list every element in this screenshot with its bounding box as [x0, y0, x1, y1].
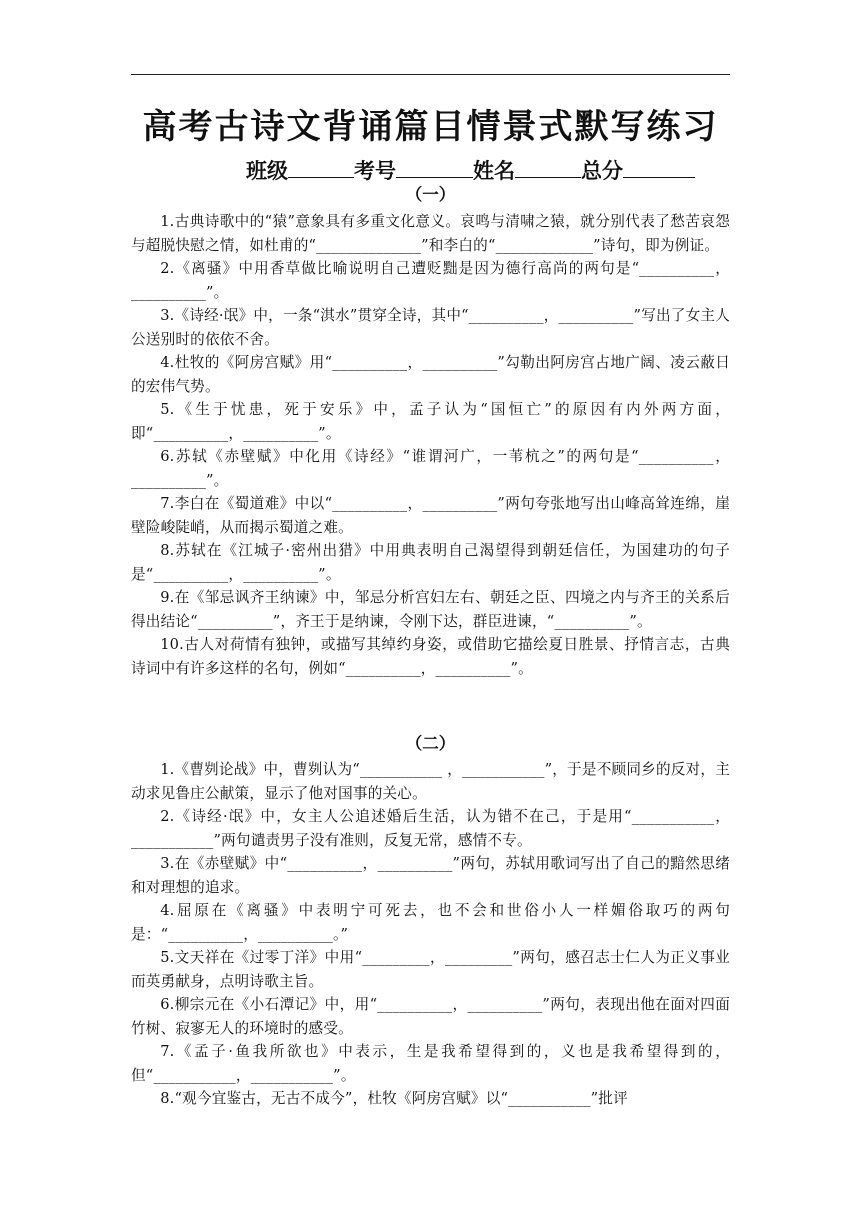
question-item: 6.苏轼《赤壁赋》中化用《诗经》“谁谓河广，一苇杭之”的两句是“__________，__________”。 [131, 448, 730, 489]
question-item: 8.苏轼在《江城子·密州出猎》中用典表明自己渴望得到朝廷信任，为国建功的句子是“__________，__________”。 [131, 542, 730, 583]
name-blank[interactable] [515, 155, 581, 178]
exam-number-blank[interactable] [396, 155, 473, 178]
score-label: 总分 [581, 159, 623, 183]
question-item: 3.《诗经·氓》中，一条“淇水”贯穿全诗，其中“__________，__________”写出了女主人公送别时的依依不舍。 [131, 307, 730, 348]
question-item: 5.《生于忧患，死于安乐》中，孟子认为“国恒亡”的原因有内外两方面，即“__________，__________”。 [131, 401, 730, 442]
header-rule [131, 74, 730, 75]
name-label: 姓名 [473, 159, 515, 183]
question-item: 1.《曹刿论战》中，曹刿认为“___________ ，___________”，于是不顾同乡的反对，主动求见鲁庄公献策，显示了他对国事的关心。 [131, 761, 730, 802]
student-info-line [246, 155, 726, 186]
section-heading-1: （一） [405, 185, 456, 204]
question-item: 2.《诗经·氓》中，女主人公追述婚后生活，认为错不在己，于是用“___________，___________”两句谴责男子没有准则，反复无常，感情不专。 [131, 808, 730, 849]
question-item: 7.李白在《蜀道难》中以“__________，__________”两句夸张地写出山峰高耸连绵，崖壁险峻陡峭，从而揭示蜀道之难。 [131, 495, 730, 536]
class-blank[interactable] [288, 155, 354, 178]
section-heading-2: （二） [405, 734, 456, 753]
section-1-questions [131, 210, 730, 680]
question-item: 4.屈原在《离骚》中表明宁可死去，也不会和世俗小人一样媚俗取巧的两句是：“__________，__________。” [131, 902, 730, 943]
question-item: 10.古人对荷情有独钟，或描写其绰约身姿，或借助它描绘夏日胜景、抒情言志，古典诗词中有许多这样的名句，例如“__________，__________”。 [131, 636, 730, 677]
question-item: 8.“观今宜鉴古，无古不成今”，杜牧《阿房宫赋》以“___________”批评 [160, 1090, 628, 1107]
question-item: 1.古典诗歌中的“猿”意象具有多重文化意义。哀鸣与清啸之猿，就分别代表了愁苦哀怨与超脱快慰之情，如杜甫的“______________”和李白的“_____________”诗句，即为例证。 [131, 213, 730, 254]
question-item: 7.《孟子·鱼我所欲也》中表示，生是我希望得到的，义也是我希望得到的，但“___________，___________”。 [131, 1043, 730, 1084]
page-title: 高考古诗文背诵篇目情景式默写练习 [142, 107, 719, 147]
question-item: 3.在《赤壁赋》中“__________，__________”两句，苏轼用歌词写出了自己的黯然思绪和对理想的追求。 [131, 855, 730, 896]
question-item: 2.《离骚》中用香草做比喻说明自己遭贬黜是因为德行高尚的两句是“__________，__________”。 [131, 260, 730, 301]
exam-number-label: 考号 [354, 159, 396, 183]
question-item: 6.柳宗元在《小石潭记》中，用“__________，__________”两句，表现出他在面对四面竹树、寂寥无人的环境时的感受。 [131, 996, 730, 1037]
question-item: 4.杜牧的《阿房宫赋》用“__________，__________”勾勒出阿房宫占地广阔、凌云蔽日的宏伟气势。 [131, 354, 730, 395]
section-2-questions [131, 758, 730, 1111]
score-blank[interactable] [623, 155, 695, 178]
question-item: 9.在《邹忌讽齐王纳谏》中，邹忌分析宫妇左右、朝廷之臣、四境之内与齐王的关系后得出结论“__________”，齐王于是纳谏，令刚下达，群臣进谏，“__________”。 [131, 589, 730, 630]
class-label: 班级 [246, 159, 288, 183]
question-item: 5.文天祥在《过零丁洋》中用“_________，_________”两句，感召志士仁人为正义事业而英勇献身，点明诗歌主旨。 [131, 949, 730, 990]
